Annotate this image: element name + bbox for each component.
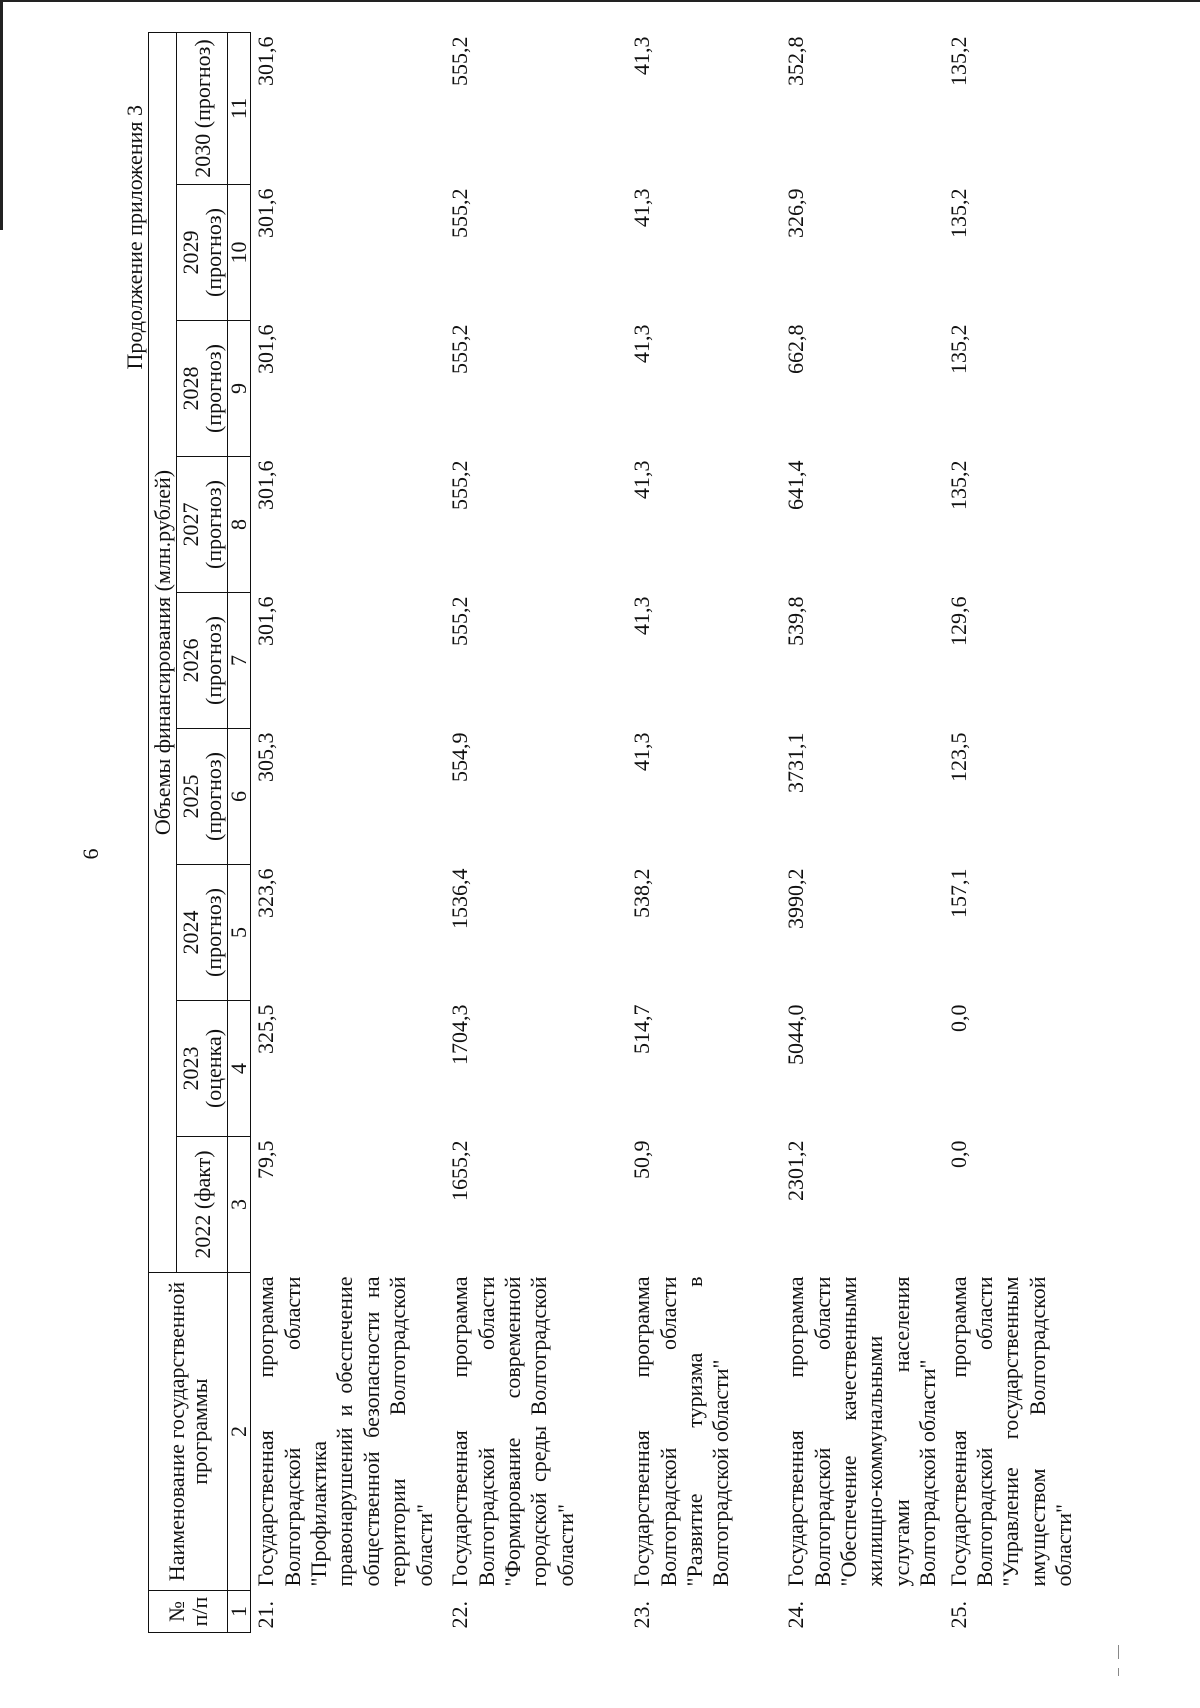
value-cell: 326,9 [783,188,809,238]
value-cell: 555,2 [447,36,473,86]
header-year: 2025 (прогноз) [177,729,228,865]
value-cell: 41,3 [629,188,655,227]
value-cell: 3990,2 [783,868,809,929]
column-number: 9 [228,321,251,457]
header-year: 2026 (прогноз) [177,593,228,729]
program-name: Государственная программа Волгоградской области "Обеспечение качественными жилищно-коммунальными услугами населения Волгоградской области" [783,1276,941,1587]
value-cell: 79,5 [253,1140,279,1179]
value-cell: 1536,4 [447,868,473,929]
column-number: 3 [228,1137,251,1273]
value-cell: 662,8 [783,324,809,374]
header-year: 2029 (прогноз) [177,185,228,321]
value-cell: 41,3 [629,36,655,75]
table-row [251,33,446,1633]
value-cell: 555,2 [447,188,473,238]
value-cell: 5044,0 [783,1004,809,1065]
row-number: 24. [783,1601,809,1629]
value-cell: 301,6 [253,596,279,646]
header-group-financing: Объемы финансирования (млн.рублей) [149,33,177,1273]
value-cell: 123,5 [945,732,971,782]
value-cell: 135,2 [945,460,971,510]
column-number: 7 [228,593,251,729]
value-cell: 1704,3 [447,1004,473,1065]
value-cell: 555,2 [447,596,473,646]
column-number: 4 [228,1001,251,1137]
row-number: 25. [945,1601,971,1629]
value-cell: 305,3 [253,732,279,782]
row-number: 22. [447,1601,473,1629]
column-number: 10 [228,185,251,321]
program-name: Государственная программа Волгоградской области "Формирование современной городской среды Волгоградской области" [447,1276,578,1587]
value-cell: 41,3 [629,732,655,771]
value-cell: 555,2 [447,324,473,374]
value-cell: 41,3 [629,596,655,635]
value-cell: 352,8 [783,36,809,86]
page-number: 6 [78,848,103,860]
program-name: Государственная программа Волгоградской области "Профилактика правонарушений и обеспечение общественной безопасности на территории Волгоградской области" [253,1276,437,1587]
value-cell: 514,7 [629,1004,655,1054]
table-row [627,33,781,1633]
column-number: 2 [228,1273,251,1591]
header-year: 2024 (прогноз) [177,865,228,1001]
header-name: Наименование государственной программы [149,1273,228,1591]
value-cell: 41,3 [629,460,655,499]
appendix-label: Продолжение приложения 3 [122,105,147,370]
value-cell: 129,6 [945,596,971,646]
column-number: 5 [228,865,251,1001]
value-cell: 301,6 [253,188,279,238]
value-cell: 325,5 [253,1004,279,1054]
value-cell: 641,4 [783,460,809,510]
value-cell: 50,9 [629,1140,655,1179]
header-year: 2028 (прогноз) [177,321,228,457]
value-cell: 301,6 [253,324,279,374]
header-year: 2027 (прогноз) [177,457,228,593]
value-cell: 538,2 [629,868,655,918]
column-number: 6 [228,729,251,865]
row-number: 23. [629,1601,655,1629]
header-year: 2023 (оценка) [177,1001,228,1137]
value-cell: 157,1 [945,868,971,918]
program-name: Государственная программа Волгоградской области "Развитие туризма в Волгоградской области" [629,1276,734,1587]
value-cell: 555,2 [447,460,473,510]
value-cell: 301,6 [253,460,279,510]
value-cell: 0,0 [945,1140,971,1168]
value-cell: 539,8 [783,596,809,646]
financing-table [148,32,1098,1633]
value-cell: 135,2 [945,324,971,374]
value-cell: 301,6 [253,36,279,86]
header-year: 2030 (прогноз) [177,33,228,185]
value-cell: 2301,2 [783,1140,809,1201]
column-number: 8 [228,457,251,593]
header-year: 2022 (факт) [177,1137,228,1273]
value-cell: 554,9 [447,732,473,782]
value-cell: 1655,2 [447,1140,473,1201]
value-cell: 135,2 [945,36,971,86]
table-row [445,33,627,1633]
table-row [944,33,1098,1633]
value-cell: 41,3 [629,324,655,363]
header-no: № п/п [149,1591,228,1633]
table-row [781,33,943,1633]
row-number: 21. [253,1601,279,1629]
program-name: Государственная программа Волгоградской области "Управление государственным имуществом Волгоградской области" [945,1276,1077,1587]
value-cell: 323,6 [253,868,279,918]
column-number: 1 [228,1591,251,1633]
value-cell: 135,2 [945,188,971,238]
value-cell: 3731,1 [783,732,809,793]
value-cell: 0,0 [945,1004,971,1032]
column-number: 11 [228,33,251,185]
